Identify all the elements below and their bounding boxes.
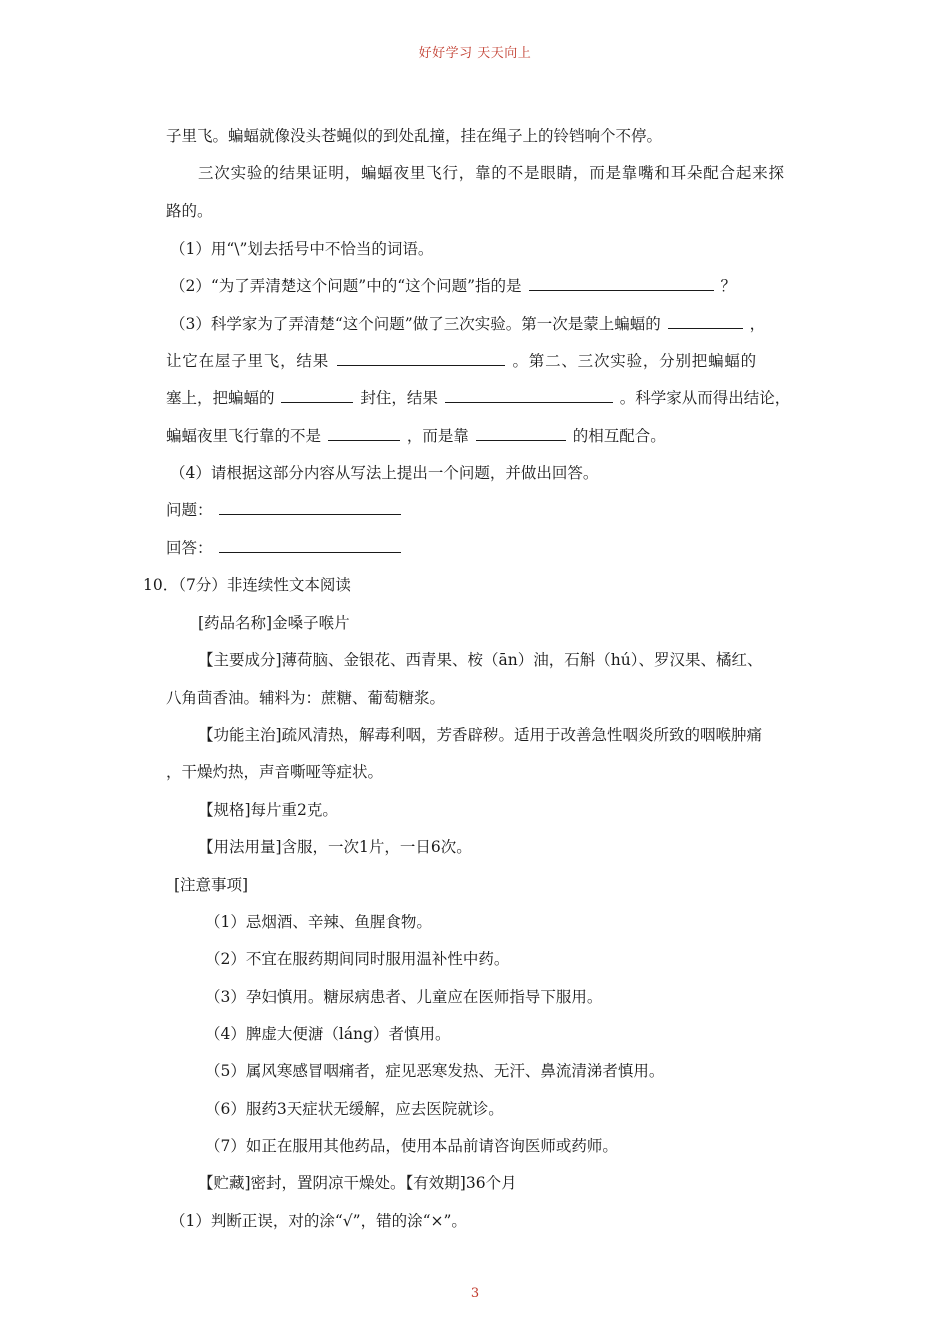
question-10-heading: 10．（7分）非连续性文本阅读 [143, 576, 351, 594]
list-item: （6）服药3天症状无缓解，应去医院就诊。 [205, 1100, 504, 1118]
answer-blank[interactable] [668, 314, 743, 329]
question-text: 的相互配合。 [572, 427, 666, 445]
question-1: （1）用“\”划去括号中不恰当的词语。 [170, 240, 434, 258]
text-line [166, 349, 757, 371]
text-line: 【用法用量]含服，一次1片，一日6次。 [198, 838, 472, 856]
text-line [166, 386, 790, 408]
list-item: （5）属风寒感冒咽痛者，症见恶寒发热、无汗、鼻流清涕者慎用。 [205, 1062, 665, 1080]
field-label: 问题： [166, 501, 213, 519]
list-item: （7）如正在服用其他药品，使用本品前请咨询医师或药师。 [205, 1137, 618, 1155]
list-item: （3）孕妇慎用。糖尿病患者、儿童应在医师指导下服用。 [205, 988, 603, 1006]
section-label: [注意事项] [174, 876, 249, 894]
text-line: 三次实验的结果证明，蝙蝠夜里飞行，靠的不是眼睛，而是靠嘴和耳朵配合起来探 [198, 164, 785, 182]
answer-blank[interactable] [445, 388, 613, 403]
question-3 [170, 312, 765, 334]
question-text: （3）科学家为了弄清楚“这个问题”做了三次实验。第一次是蒙上蝙蝠的 [170, 315, 661, 333]
text-line: 【规格]每片重2克。 [198, 801, 338, 819]
question-text: （2）“为了弄清楚这个问题”中的“这个问题”指的是 [170, 277, 522, 295]
text-line: 八角茴香油。辅料为：蔗糖、葡萄糖浆。 [166, 689, 446, 707]
list-item: （1）忌烟酒、辛辣、鱼腥食物。 [205, 913, 432, 931]
answer-blank[interactable] [328, 426, 400, 441]
answer-blank[interactable] [219, 538, 401, 553]
question-field [166, 498, 403, 520]
answer-blank[interactable] [219, 500, 401, 515]
answer-blank[interactable] [337, 351, 505, 366]
question-text: 封住，结果 [360, 389, 438, 407]
question-text: 。第二、三次实验，分别把蝙蝠的 [512, 352, 757, 370]
text-line: 子里飞。蝙蝠就像没头苍蝇似的到处乱撞，挂在绳子上的铃铛响个不停。 [166, 127, 663, 145]
text-line: 路的。 [166, 202, 213, 220]
question-text: 。科学家从而得出结论， [619, 389, 791, 407]
page-header: 好好学习 天天向上 [418, 46, 532, 61]
question-text: 蝙蝠夜里飞行靠的不是 [166, 427, 322, 445]
page-number: 3 [470, 1286, 480, 1301]
list-item: （4）脾虚大便溏（láng）者慎用。 [205, 1025, 451, 1043]
answer-blank[interactable] [529, 276, 714, 291]
field-label: 回答： [166, 539, 213, 557]
text-line: 【功能主治]疏风清热，解毒利咽，芳香辟秽。适用于改善急性咽炎所致的咽喉肿痛 [198, 726, 763, 744]
question-text: ，而是靠 [406, 427, 469, 445]
drug-name: [药品名称]金嗓子喉片 [198, 614, 350, 632]
question-2 [170, 274, 736, 296]
question-text: ， [749, 315, 766, 333]
answer-field [166, 536, 403, 558]
text-line: 【主要成分]薄荷脑、金银花、西青果、桉（ān）油，石斛（hú）、罗汉果、橘红、 [198, 651, 763, 669]
text-line [166, 424, 666, 446]
text-line: ，干燥灼热，声音嘶哑等症状。 [166, 763, 384, 781]
answer-blank[interactable] [476, 426, 566, 441]
question-text: ？ [720, 277, 736, 295]
question-text: （1）判断正误，对的涂“√”，错的涂“×”。 [170, 1212, 467, 1230]
question-text: 塞上，把蝙蝠的 [166, 389, 275, 407]
list-item: （2）不宜在服药期间同时服用温补性中药。 [205, 950, 510, 968]
question-text: 让它在屋子里飞，结果 [166, 352, 330, 370]
question-4: （4）请根据这部分内容从写法上提出一个问题，并做出回答。 [170, 464, 599, 482]
text-line: 【贮藏]密封，置阴凉干燥处。【有效期]36个月 [198, 1174, 517, 1192]
answer-blank[interactable] [281, 388, 353, 403]
